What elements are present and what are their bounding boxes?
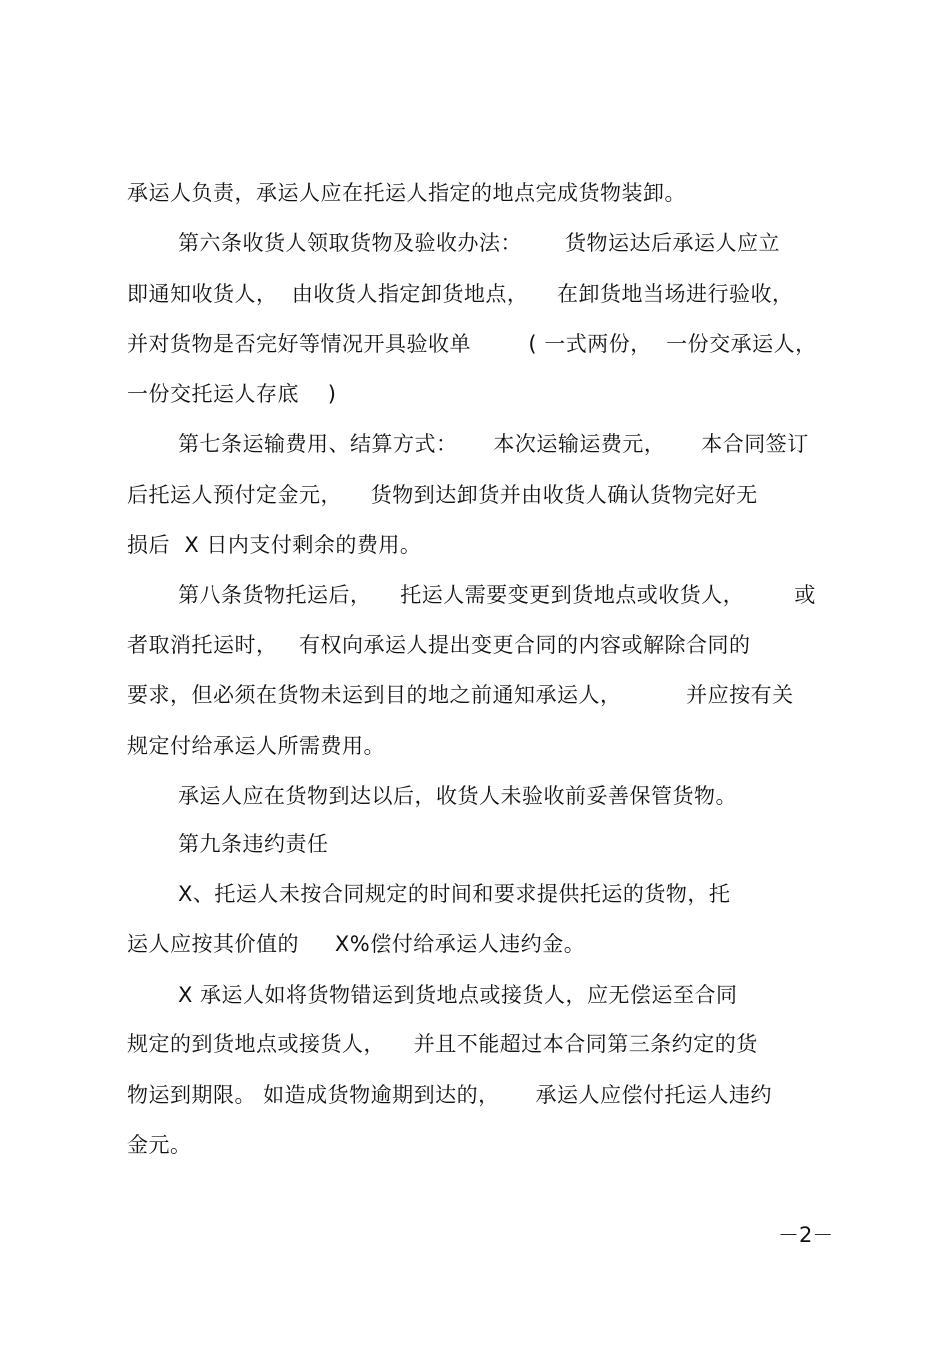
text-line: 物运到期限。 如造成货物逾期到达的， 承运人应偿付托运人违约 bbox=[127, 1083, 773, 1107]
text-line: 承运人负责，承运人应在托运人指定的地点完成货物装卸。 bbox=[127, 181, 686, 205]
text-line: X、托运人未按合同规定的时间和要求提供托运的货物，托 bbox=[178, 882, 731, 906]
text-line: 第八条货物托运后， 托运人需要变更到货地点或收货人， 或 bbox=[178, 583, 816, 607]
text-line: 承运人应在货物到达以后，收货人未验收前妥善保管货物。 bbox=[178, 784, 737, 808]
text-line: 运人应按其价值的 X%偿付给承运人违约金。 bbox=[127, 932, 586, 956]
text-line: 后托运人预付定金元， 货物到达卸货并由收货人确认货物完好无 bbox=[127, 483, 758, 507]
text-line: 要求，但必须在货物未运到目的地之前通知承运人， 并应按有关 bbox=[127, 683, 794, 707]
text-line: 第七条运输费用、结算方式： 本次运输运费元， 本合同签订 bbox=[178, 432, 809, 456]
text-line: 规定的到货地点或接货人， 并且不能超过本合同第三条约定的货 bbox=[127, 1032, 758, 1056]
text-line: 第六条收货人领取货物及验收办法： 货物运达后承运人应立 bbox=[178, 231, 781, 255]
text-line: 金元。 bbox=[127, 1133, 192, 1157]
text-line: 者取消托运时， 有权向承运人提出变更合同的内容或解除合同的 bbox=[127, 633, 751, 657]
text-line: 一份交托运人存底 ) bbox=[127, 382, 337, 406]
text-line: 规定付给承运人所需费用。 bbox=[127, 734, 385, 758]
text-line: 第九条违约责任 bbox=[178, 832, 329, 856]
text-line: 损后 X 日内支付剩余的费用。 bbox=[127, 533, 422, 557]
text-line: X 承运人如将货物错运到货地点或接货人，应无偿运至合同 bbox=[178, 983, 738, 1007]
text-line: 并对货物是否完好等情况开具验收单 ( 一式两份， 一份交承运人， bbox=[127, 332, 817, 356]
text-line: 即通知收货人， 由收货人指定卸货地点， 在卸货地当场进行验收， bbox=[127, 282, 794, 306]
page-number: －2－ bbox=[778, 1223, 834, 1247]
